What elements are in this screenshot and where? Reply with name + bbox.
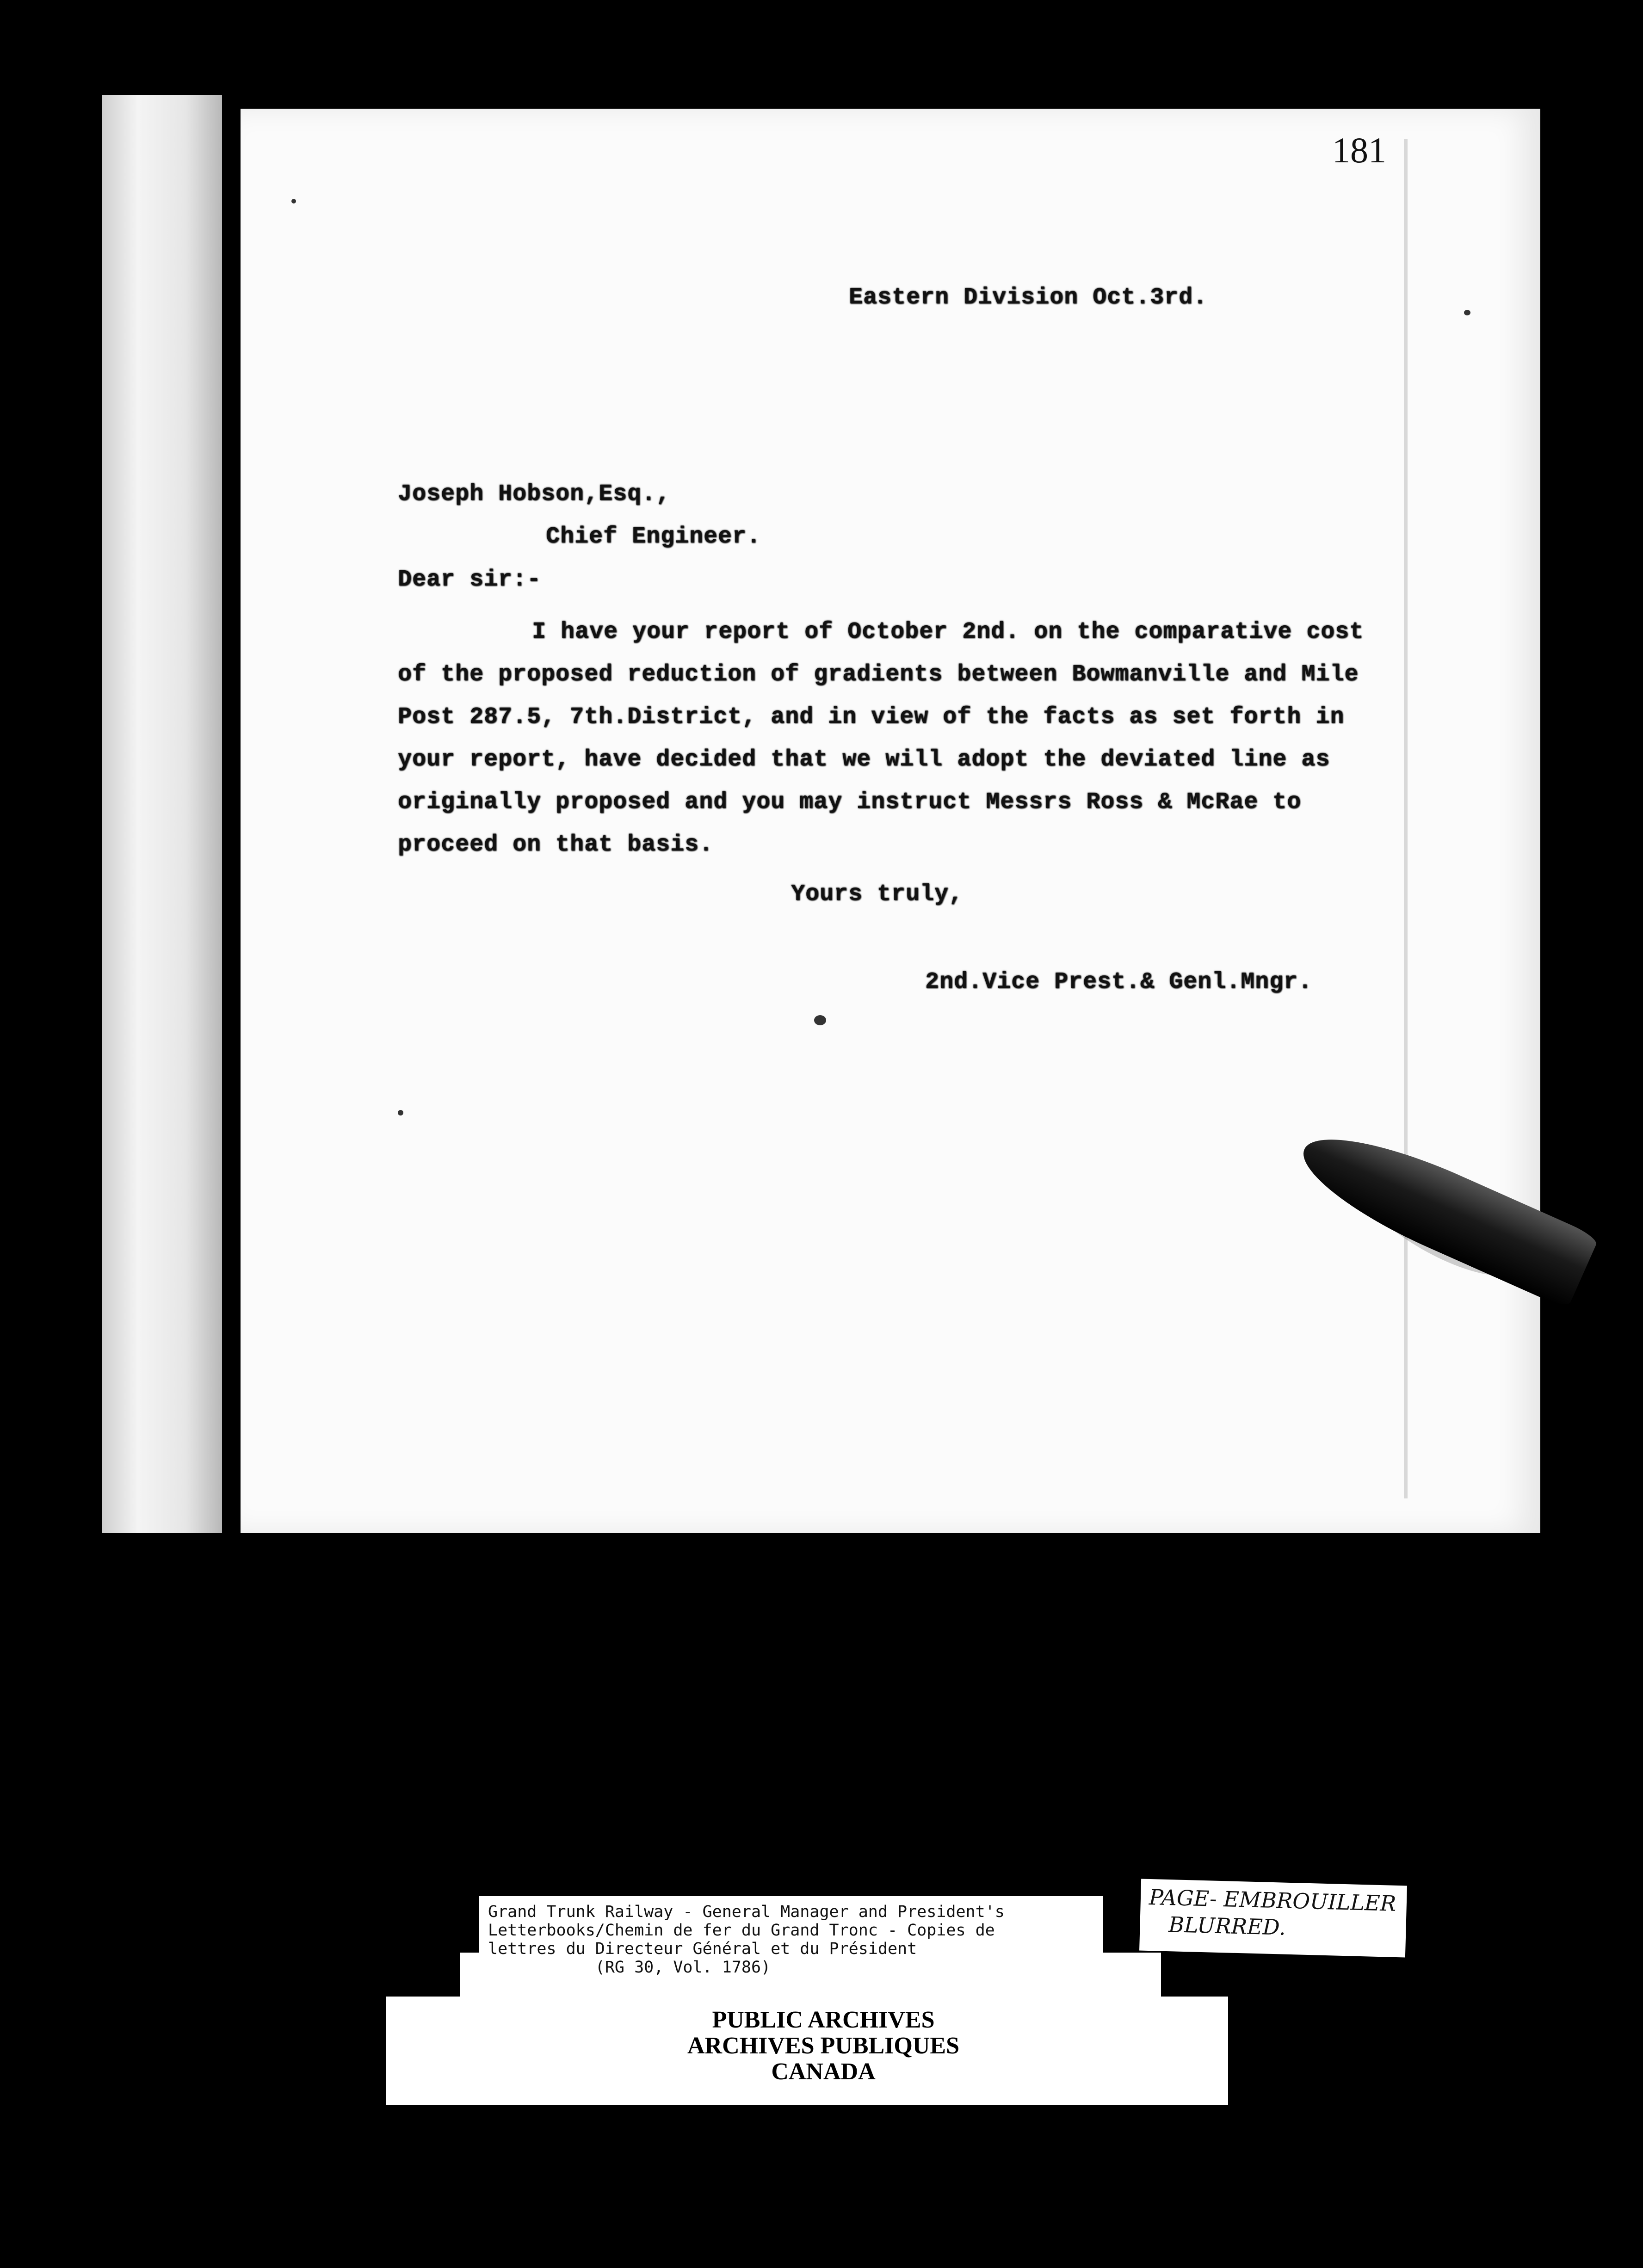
archives-line: PUBLIC ARCHIVES xyxy=(712,2007,935,2033)
recipient-name: Joseph Hobson,Esq., xyxy=(398,481,671,507)
ink-speck xyxy=(291,199,296,203)
caption-line: Letterbooks/Chemin de fer du Grand Tronc - Copies de xyxy=(488,1921,995,1940)
body-line: your report, have decided that we will adopt the deviated line as xyxy=(398,746,1330,773)
archives-stamp xyxy=(481,2007,1166,2085)
archive-caption-text xyxy=(488,1903,1005,1977)
ink-speck xyxy=(814,1015,826,1025)
recipient-title: Chief Engineer. xyxy=(546,524,761,550)
body-line: of the proposed reduction of gradients between Bowmanville and Mile xyxy=(398,661,1359,688)
body-line: originally proposed and you may instruct Messrs Ross & McRae to xyxy=(398,789,1302,815)
body-line: Post 287.5, 7th.District, and in view of the facts as set forth in xyxy=(398,704,1345,730)
archives-line: ARCHIVES PUBLIQUES xyxy=(687,2033,960,2059)
archive-caption-card xyxy=(479,1896,1103,1989)
page-inner-edge xyxy=(1404,139,1408,1498)
caption-line: Grand Trunk Railway - General Manager and President's xyxy=(488,1903,1005,1921)
note-line: PAGE- EMBROUILLER xyxy=(1149,1884,1396,1916)
label-notch-left xyxy=(386,1953,460,1997)
caption-line: lettres du Directeur Général et du Président xyxy=(488,1940,917,1958)
caption-line: (RG 30, Vol. 1786) xyxy=(488,1958,771,1977)
body-line: proceed on that basis. xyxy=(398,832,714,858)
ledger-spine-edge xyxy=(102,95,222,1533)
archives-line: CANADA xyxy=(771,2058,876,2085)
letter-heading: Eastern Division Oct.3rd. xyxy=(849,284,1208,311)
note-line: BLURRED. xyxy=(1148,1911,1286,1940)
label-notch-right xyxy=(1161,1953,1228,1997)
letter-page xyxy=(241,109,1540,1533)
ink-speck xyxy=(1464,310,1470,315)
signature: 2nd.Vice Prest.& Genl.Mngr. xyxy=(925,969,1313,995)
page-number: 181 xyxy=(1332,130,1386,170)
body-line: I have your report of October 2nd. on the comparative cost xyxy=(532,619,1364,645)
handwritten-note-card xyxy=(1139,1879,1407,1958)
closing: Yours truly, xyxy=(791,881,964,907)
salutation: Dear sir:- xyxy=(398,567,542,593)
handwritten-note xyxy=(1148,1884,1396,1944)
ink-speck xyxy=(398,1110,403,1116)
